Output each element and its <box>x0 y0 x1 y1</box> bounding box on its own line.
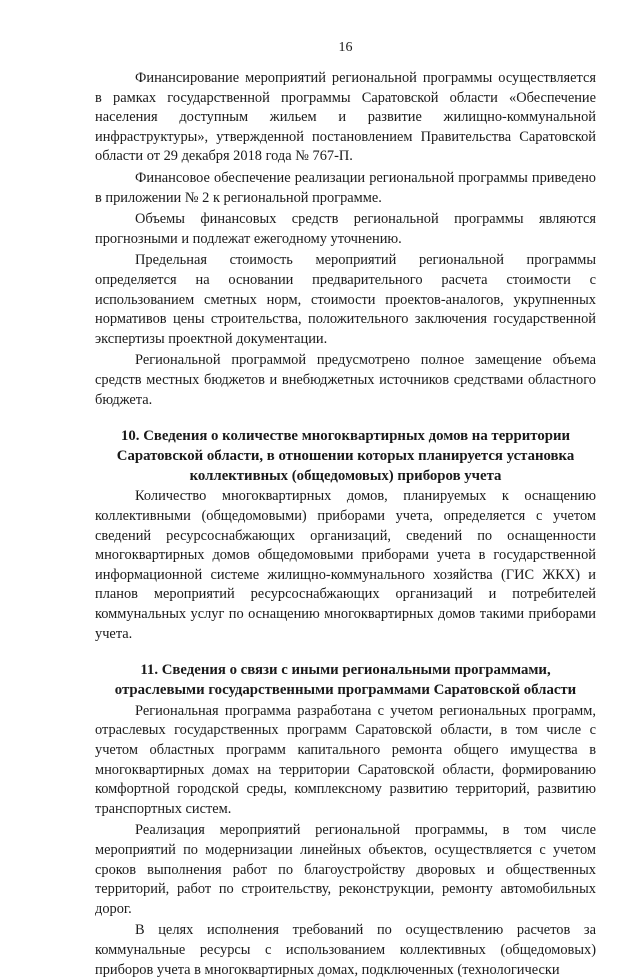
section-10-heading: 10. Сведения о количестве многоквартирных домов на территории Саратовской области, в отношении которых планируется установка коллективных (общедомовых) приборов учета <box>116 428 575 484</box>
paragraph-max-cost: Предельная стоимость мероприятий региональной программы определяется на основании предварительного расчета стоимости с использованием сметных норм, стоимости проектов-аналогов, укрупненных нормативов цены строительства, положительного заключения государственной экспертизы проектной документации. <box>95 252 596 347</box>
paragraph-financial-support: Финансовое обеспечение реализации региональной программы приведено в приложении № 2 к региональной программе. <box>95 169 596 206</box>
paragraph-replacement: Региональной программой предусмотрено полное замещение объема средств местных бюджетов и внебюджетных источников средствами областного бюджета. <box>95 352 596 408</box>
paragraph-volumes: Объемы финансовых средств региональной программы являются прогнозными и подлежат ежегодному уточнению. <box>95 211 596 247</box>
section-11-paragraph-3: В целях исполнения требований по осуществлению расчетов за коммунальные ресурсы с использованием коллективных (общедомовых) приборов учета в многоквартирных домах, подключенных (технологически <box>95 922 596 978</box>
section-10-paragraph: Количество многоквартирных домов, планируемых к оснащению коллективными (общедомовыми) приборами учета, определяется с учетом сведений ресурсоснабжающих организаций, сведений по оснащенности многоквартирных домов общедомовыми приборами учета в государственной информационной системе жилищно-коммунального хозяйства (ГИС ЖКХ) и планов мероприятий ресурсоснабжающих организаций и потребителей коммунальных услуг по оснащению многоквартирных домов такими приборами учета. <box>95 488 596 642</box>
section-11-paragraph-2: Реализация мероприятий региональной программы, в том числе мероприятий по модернизации линейных объектов, осуществляется с учетом сроков выполнения работ по благоустройству дворовых и общественных территорий, работ по строительству, реконструкции, ремонту автомобильных дорог. <box>95 822 596 917</box>
paragraph-financing: Финансирование мероприятий региональной программы осуществляется в рамках государственной программы Саратовской области «Обеспечение населения доступным жильем и развитие жилищно-коммунальной инфраструктуры», утвержденной постановлением Правительства Саратовской области от 29 декабря 2018 года № 767-П. <box>95 70 596 165</box>
page-number: 16 <box>338 40 353 55</box>
section-11-heading: 11. Сведения о связи с иными региональными программами, отраслевыми государственными программами Саратовской области <box>114 662 577 699</box>
section-11-paragraph-1: Региональная программа разработана с учетом региональных программ, отраслевых государственных программ Саратовской области, в том числе с учетом областных программ капитального ремонта общего имущества в многоквартирных домах на территории Саратовской области, формированию комфортной городской среды, комплексному развитию территорий, развитию транспортных систем. <box>95 702 596 817</box>
